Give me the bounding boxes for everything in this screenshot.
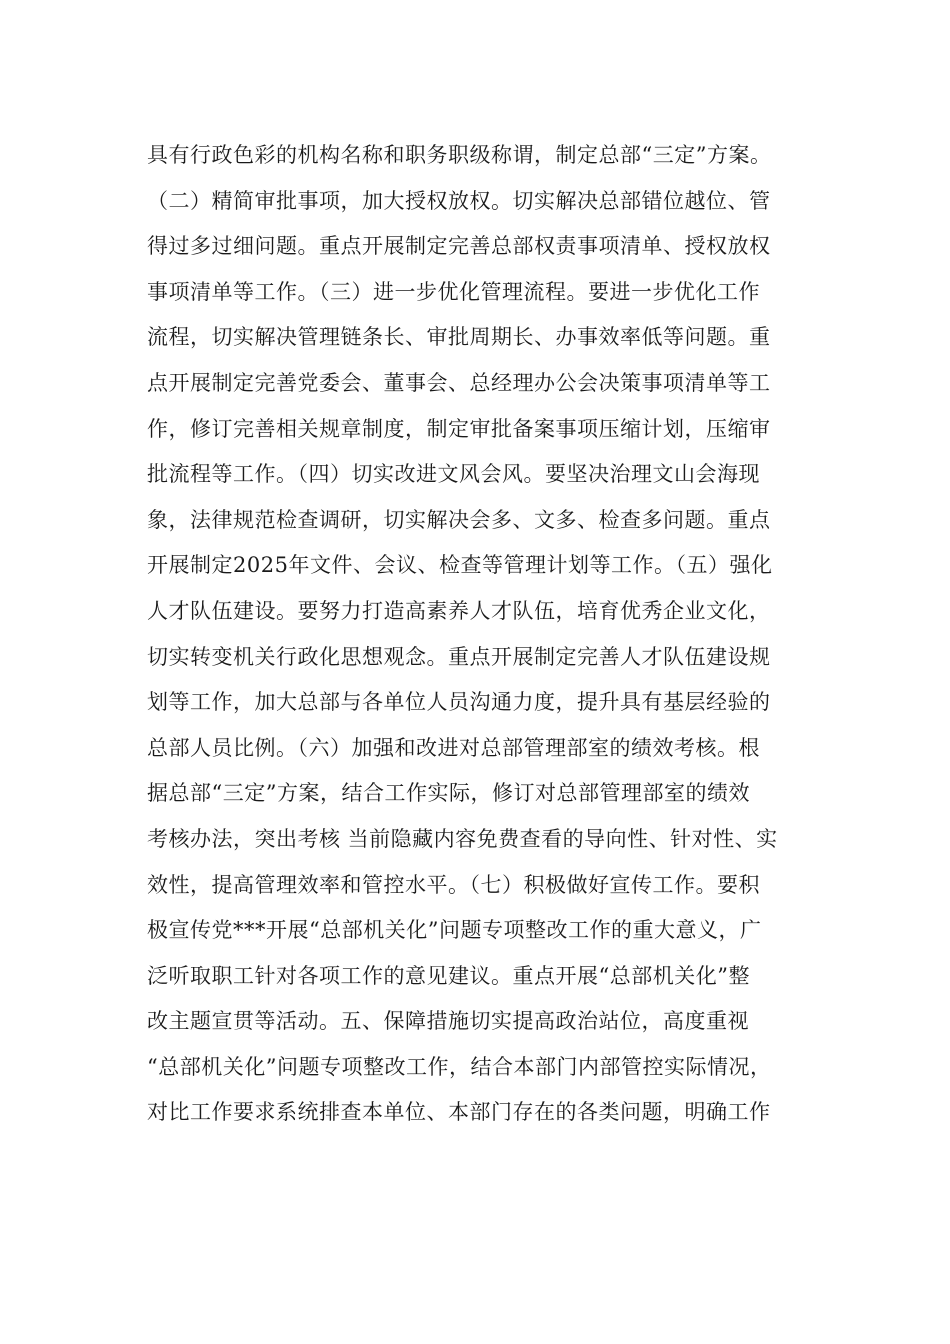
- text-line: 流程，切实解决管理链条长、审批周期长、办事效率低等问题。重: [147, 325, 771, 350]
- text-line: “总部机关化”问题专项整改工作，结合本部门内部管控实际情况，: [147, 1054, 772, 1079]
- text-line: 据总部“三定”方案，结合工作实际，修订对总部管理部室的绩效: [147, 781, 750, 806]
- text-line: 事项清单等工作。（三）进一步优化管理流程。要进一步优化工作: [147, 279, 760, 304]
- text-line: 作，修订完善相关规章制度，制定审批备案事项压缩计划，压缩审: [147, 416, 771, 441]
- text-line: 极宣传党***开展“总部机关化”问题专项整改工作的重大意义，广: [147, 918, 762, 943]
- text-line: 批流程等工作。（四）切实改进文风会风。要坚决治理文山会海现: [147, 462, 760, 487]
- text-line: 具有行政色彩的机构名称和职务职级称谓，制定总部“三定”方案。: [147, 143, 772, 167]
- text-line: 对比工作要求系统排查本单位、本部门存在的各类问题，明确工作: [147, 1100, 771, 1125]
- text-line: 改主题宣贯等活动。五、保障措施切实提高政治站位，高度重视: [147, 1009, 749, 1034]
- text-line: 人才队伍建设。要努力打造高素养人才队伍，培育优秀企业文化，: [147, 598, 771, 623]
- text-line: 开展制定2025年文件、会议、检查等管理计划等工作。（五）强化: [147, 553, 773, 578]
- text-line: 象，法律规范检查调研，切实解决会多、文多、检查多问题。重点: [147, 507, 771, 532]
- text-line: 划等工作，加大总部与各单位人员沟通力度，提升具有基层经验的: [147, 690, 771, 715]
- text-line: 总部人员比例。（六）加强和改进对总部管理部室的绩效考核。根: [147, 735, 760, 760]
- body-text: [147, 133, 837, 1136]
- text-line: 考核办法，突出考核 当前隐藏内容免费查看的导向性、针对性、实: [147, 826, 778, 851]
- text-line: 点开展制定完善党委会、董事会、总经理办公会决策事项清单等工: [147, 370, 771, 395]
- text-line: 泛听取职工针对各项工作的意见建议。重点开展“总部机关化”整: [147, 963, 750, 988]
- text-line: （二）精简审批事项，加大授权放权。切实解决总部错位越位、管: [147, 188, 771, 213]
- text-line: 得过多过细问题。重点开展制定完善总部权责事项清单、授权放权: [147, 234, 771, 259]
- text-line: 切实转变机关行政化思想观念。重点开展制定完善人才队伍建设规: [147, 644, 771, 669]
- text-line: 效性，提高管理效率和管控水平。（七）积极做好宣传工作。要积: [147, 872, 760, 897]
